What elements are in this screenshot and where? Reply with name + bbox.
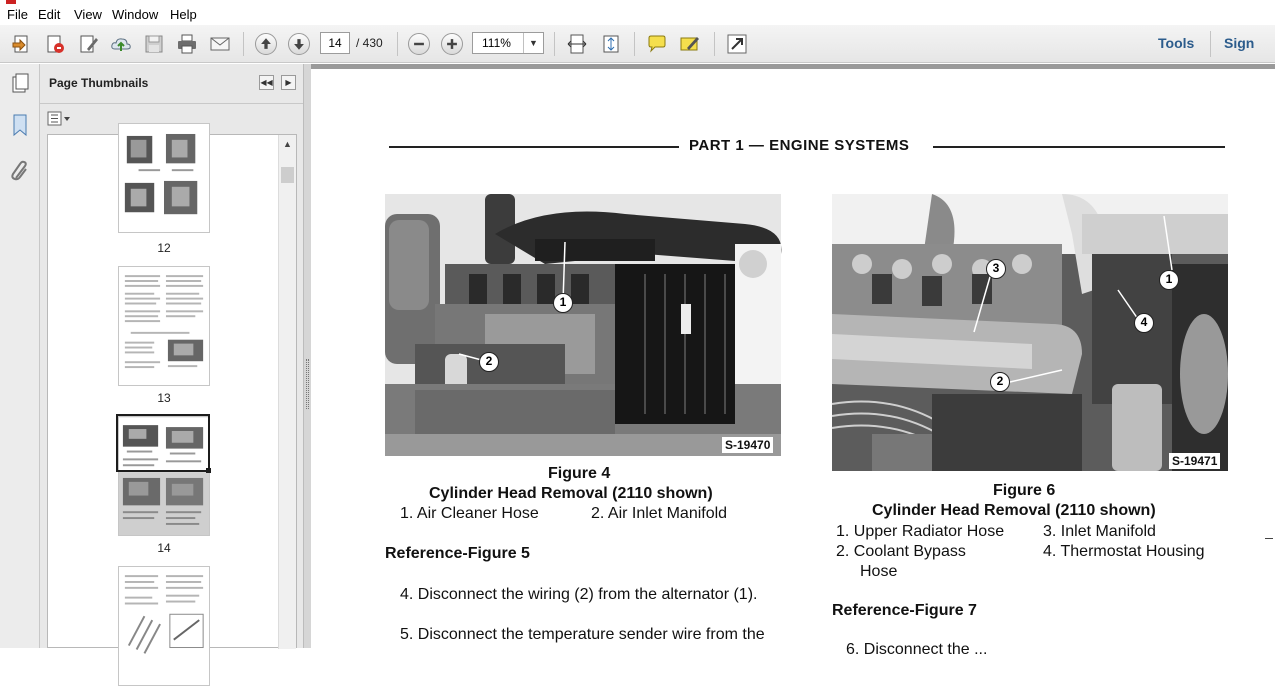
- figure-6-item: 2. Coolant Bypass: [836, 543, 966, 560]
- header-rule-left: [389, 146, 679, 148]
- open-pdf-button[interactable]: [42, 31, 68, 57]
- thumbnail-label: 13: [157, 391, 171, 405]
- callout-1: 1: [1159, 270, 1179, 290]
- menu-file[interactable]: File: [7, 7, 28, 22]
- fit-page-button[interactable]: [598, 31, 624, 57]
- save-button[interactable]: [141, 31, 167, 57]
- thumbnail-page-15[interactable]: [118, 566, 210, 686]
- page-thumbnails-icon[interactable]: [9, 72, 31, 94]
- fit-width-button[interactable]: [564, 31, 590, 57]
- fullscreen-button[interactable]: [724, 31, 750, 57]
- envelope-icon: [209, 33, 231, 55]
- callout-2: 2: [990, 372, 1010, 392]
- previous-page-button[interactable]: [255, 33, 277, 55]
- thumbnail-options-menu[interactable]: [47, 110, 73, 128]
- zoom-value: 111%: [482, 36, 511, 50]
- edit-pdf-button[interactable]: [76, 31, 102, 57]
- zoom-out-button[interactable]: [408, 33, 430, 55]
- menu-window[interactable]: Window: [112, 7, 159, 22]
- thumbnail-scrollbar[interactable]: [278, 135, 296, 649]
- figure-6-item: 4. Thermostat Housing: [1043, 543, 1205, 560]
- reference-heading: Reference-Figure 7: [832, 602, 977, 619]
- navigation-rail: [0, 64, 40, 648]
- procedure-step: 5. Disconnect the temperature sender wire from the: [400, 626, 765, 643]
- menu-bar: [0, 5, 1275, 25]
- callout-1: 1: [553, 293, 573, 313]
- minus-icon: [410, 35, 428, 53]
- toolbar-separator: [243, 32, 244, 56]
- create-pdf-button[interactable]: [9, 31, 35, 57]
- callout-2: 2: [479, 352, 499, 372]
- plus-icon: [443, 35, 461, 53]
- tools-button[interactable]: Tools: [1158, 35, 1195, 51]
- document-view[interactable]: [311, 64, 1275, 658]
- chevron-down-icon[interactable]: ▼: [523, 33, 543, 53]
- page-number-input[interactable]: 14: [320, 32, 350, 54]
- comment-button[interactable]: [644, 31, 670, 57]
- scroll-up-icon[interactable]: ▲: [283, 138, 292, 149]
- toolbar: [0, 25, 1275, 63]
- figure-6-item: 1. Upper Radiator Hose: [836, 523, 1005, 540]
- create-pdf-icon: [11, 33, 33, 55]
- thumbnail-list[interactable]: [47, 134, 297, 648]
- toolbar-separator: [554, 32, 555, 56]
- figure-4-photo: [385, 194, 781, 456]
- figure-4-item: 2. Air Inlet Manifold: [591, 505, 728, 522]
- app-icon: [6, 0, 16, 4]
- thumbnail-label: 12: [157, 241, 171, 255]
- figure-4-item: 1. Air Cleaner Hose: [400, 505, 539, 522]
- toolbar-separator: [634, 32, 635, 56]
- edit-icon: [78, 33, 100, 55]
- thumbnail-page-13[interactable]: [118, 266, 210, 386]
- figure-4-title: Figure 4: [548, 465, 611, 482]
- toolbar-separator: [1210, 31, 1211, 57]
- thumbnail-label: 14: [157, 541, 171, 555]
- email-button[interactable]: [207, 31, 233, 57]
- procedure-step-partial: 6. Disconnect the ...: [846, 641, 988, 658]
- print-button[interactable]: [174, 31, 200, 57]
- highlight-button[interactable]: [677, 31, 703, 57]
- scrollbar-thumb[interactable]: [281, 167, 294, 183]
- attachment-icon[interactable]: [9, 158, 31, 184]
- figure-6-title: Figure 6: [993, 482, 1056, 499]
- zoom-in-button[interactable]: [441, 33, 463, 55]
- next-page-button[interactable]: [288, 33, 310, 55]
- figure-code: S-19470: [722, 437, 773, 453]
- splitter-grip[interactable]: [306, 359, 309, 409]
- options-list-icon: [47, 110, 73, 128]
- callout-3: 3: [986, 259, 1006, 279]
- save-icon: [143, 33, 165, 55]
- page-edge-mark: [1265, 538, 1273, 539]
- pdf-file-icon: [44, 33, 66, 55]
- thumbnail-page-12[interactable]: [118, 123, 210, 233]
- panel-splitter[interactable]: [303, 64, 311, 648]
- bookmark-icon[interactable]: [9, 112, 31, 138]
- menu-edit[interactable]: Edit: [38, 7, 61, 22]
- chevron-right-icon[interactable]: ▶: [281, 75, 296, 90]
- part-header: [389, 136, 1227, 156]
- part-title: PART 1 — ENGINE SYSTEMS: [683, 137, 915, 154]
- figure-code: S-19471: [1169, 453, 1220, 469]
- menu-view[interactable]: View: [74, 7, 102, 22]
- procedure-step: 4. Disconnect the wiring (2) from the alternator (1).: [400, 586, 758, 603]
- page-count: / 430: [356, 36, 383, 50]
- fit-width-icon: [566, 33, 588, 55]
- sign-button[interactable]: Sign: [1224, 35, 1255, 51]
- cloud-upload-icon: [110, 33, 132, 55]
- expand-icon: [726, 33, 748, 55]
- speech-bubble-icon: [646, 33, 668, 55]
- reference-heading: Reference-Figure 5: [385, 545, 530, 562]
- panel-header: [40, 64, 303, 104]
- upload-cloud-button[interactable]: [108, 31, 134, 57]
- fit-page-icon: [600, 33, 622, 55]
- view-frame-handle[interactable]: [206, 468, 211, 473]
- toolbar-separator: [397, 32, 398, 56]
- figure-6-item: 3. Inlet Manifold: [1043, 523, 1156, 540]
- figure-6-photo: [832, 194, 1228, 471]
- figure-6-subtitle: Cylinder Head Removal (2110 shown): [872, 502, 1156, 519]
- arrow-down-icon: [290, 35, 308, 53]
- zoom-select[interactable]: [472, 32, 544, 54]
- highlighter-icon: [679, 33, 701, 55]
- callout-4: 4: [1134, 313, 1154, 333]
- toolbar-separator: [714, 32, 715, 56]
- header-rule-right: [933, 146, 1225, 148]
- page-top-shadow: [311, 64, 1275, 69]
- figure-6-item-continued: Hose: [860, 563, 898, 580]
- collapse-panel-button[interactable]: ◀◀: [259, 75, 274, 90]
- arrow-up-icon: [257, 35, 275, 53]
- figure-4-subtitle: Cylinder Head Removal (2110 shown): [429, 485, 713, 502]
- page-thumbnails-panel: [40, 64, 303, 648]
- panel-title: Page Thumbnails: [49, 76, 149, 90]
- current-view-frame[interactable]: [116, 414, 210, 472]
- menu-help[interactable]: Help: [170, 7, 197, 22]
- printer-icon: [176, 33, 198, 55]
